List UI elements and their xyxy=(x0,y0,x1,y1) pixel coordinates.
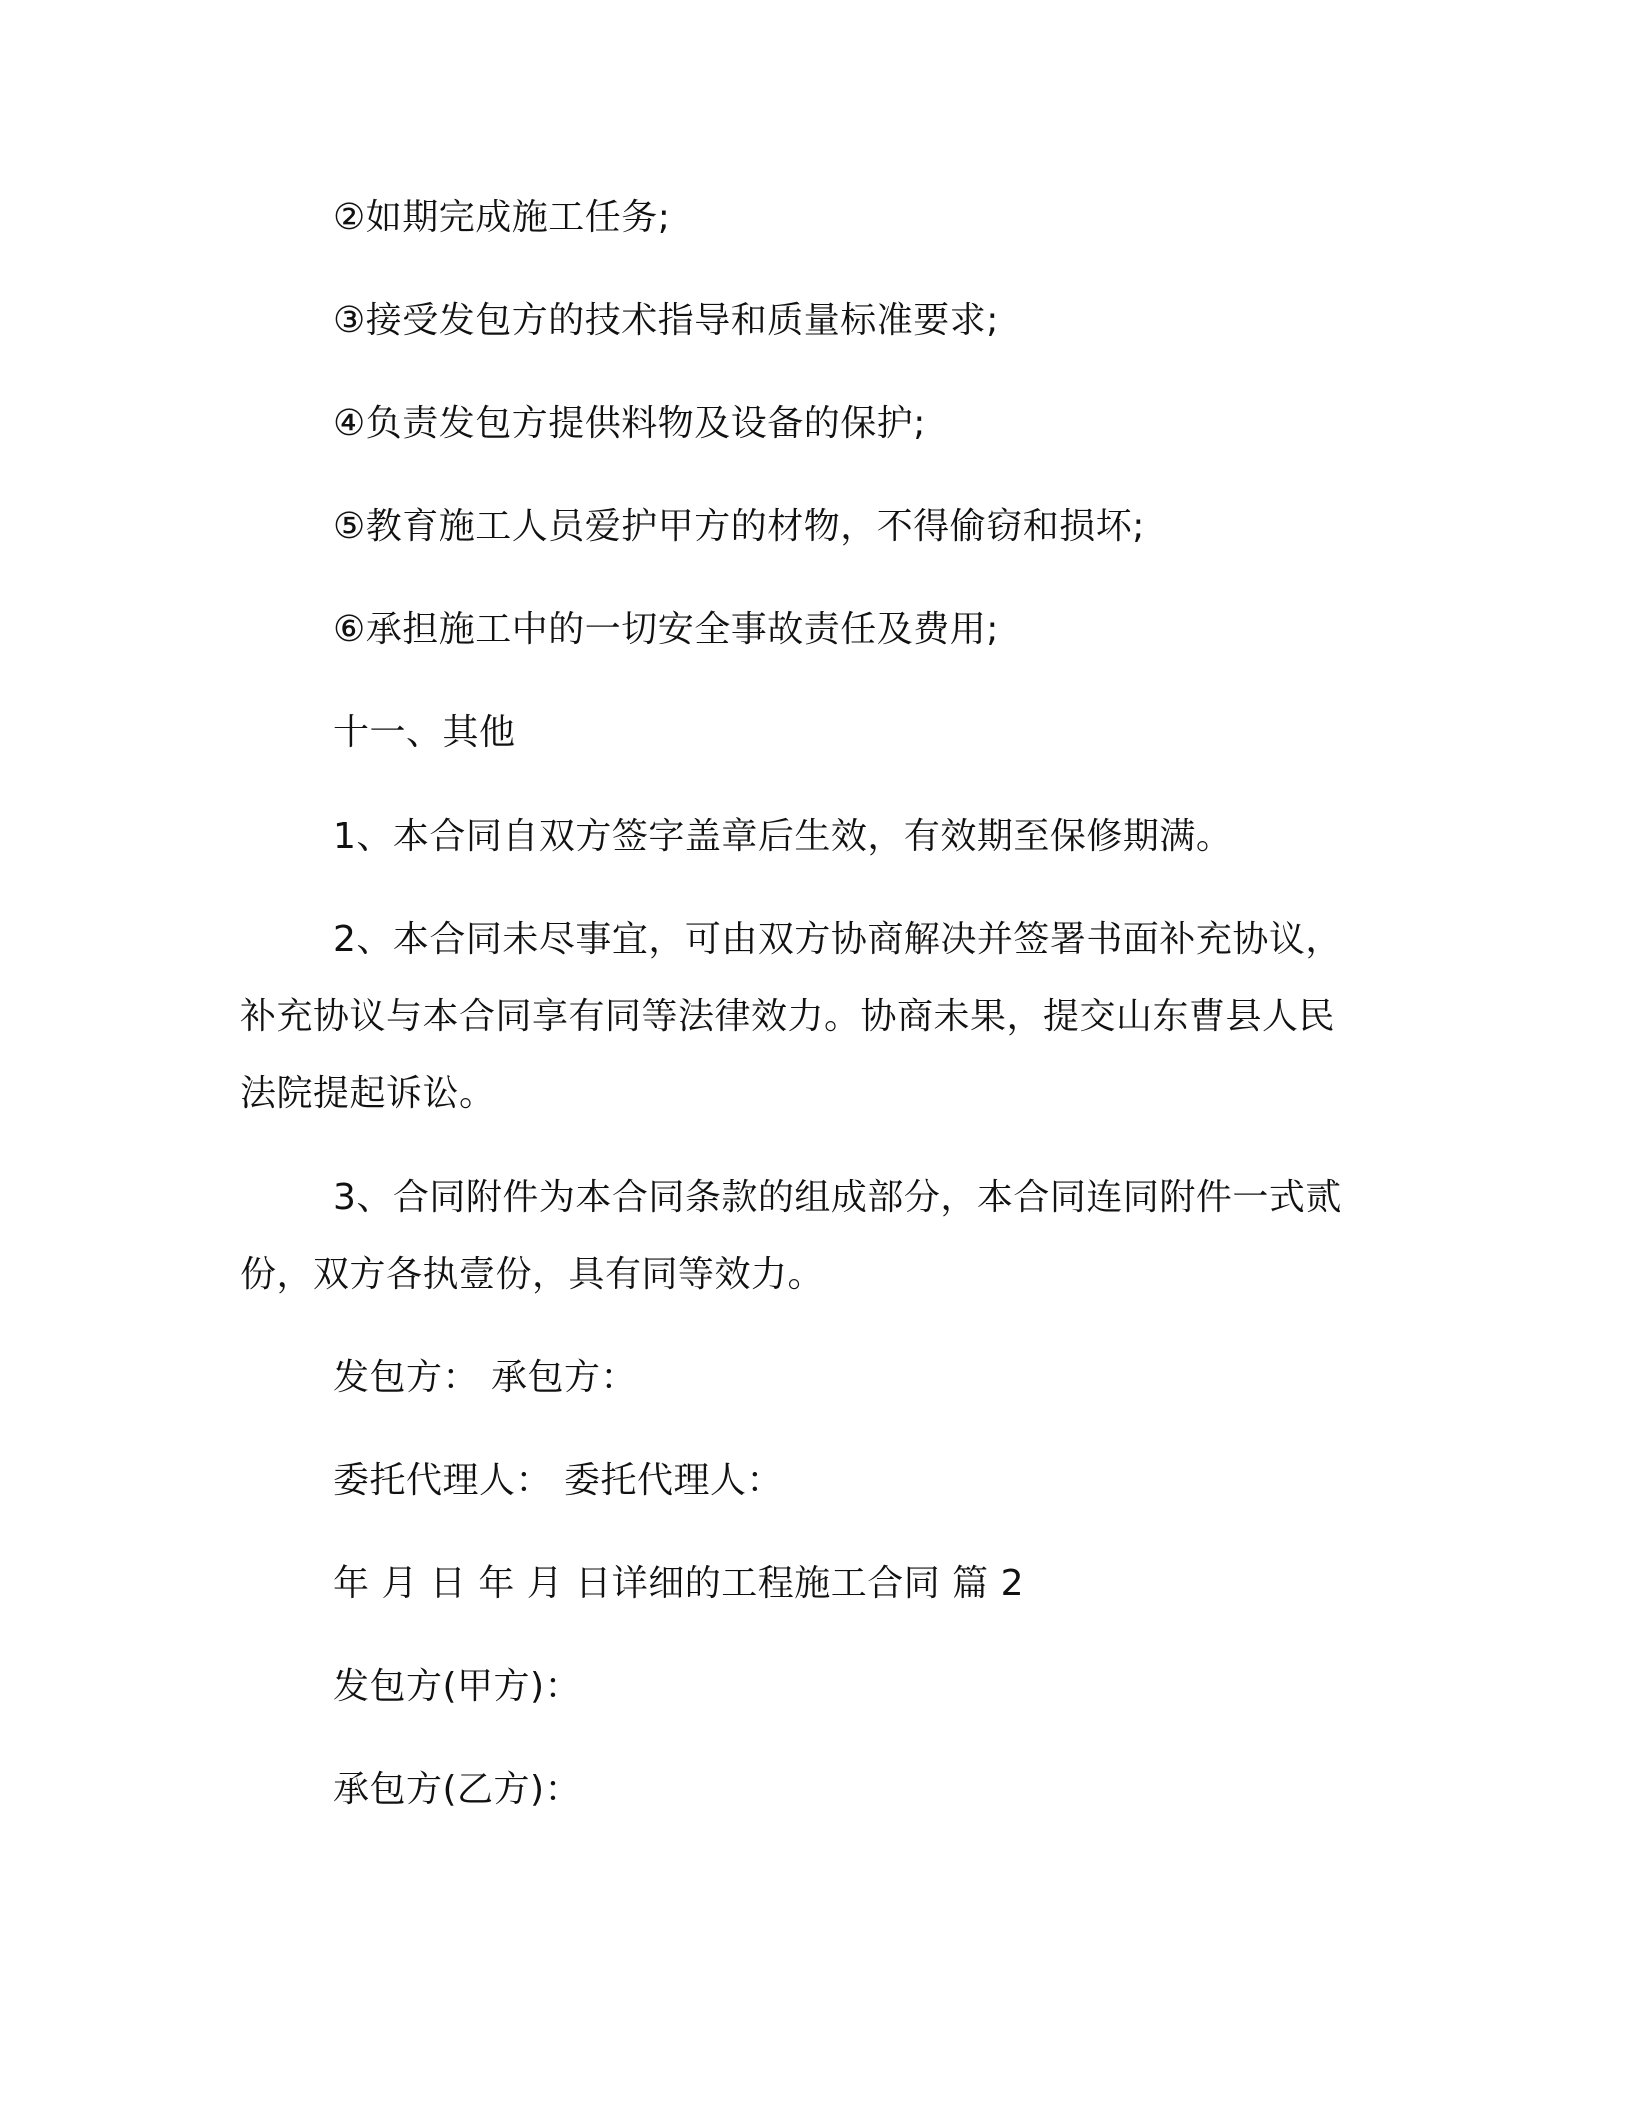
item-2: ②如期完成施工任务; xyxy=(333,197,671,238)
clause-3-line-2: 份，双方各执壹份，具有同等效力。 xyxy=(240,1254,825,1295)
party-a-label: 发包方(甲方)： xyxy=(333,1666,582,1707)
item-4: ④负责发包方提供料物及设备的保护; xyxy=(333,403,926,444)
clause-1: 1、本合同自双方签字盖章后生效，有效期至保修期满。 xyxy=(333,816,1233,857)
signature-agents: 委托代理人： 委托代理人： xyxy=(333,1460,783,1501)
date-heading: 年 月 日 年 月 日详细的工程施工合同 篇 2 xyxy=(333,1563,1025,1604)
clause-2-line-2: 补充协议与本合同享有同等法律效力。协商未果，提交山东曹县人民 xyxy=(240,996,1336,1037)
signature-parties: 发包方： 承包方： xyxy=(333,1357,637,1398)
item-6: ⑥承担施工中的一切安全事故责任及费用; xyxy=(333,609,999,650)
item-5: ⑤教育施工人员爱护甲方的材物，不得偷窃和损坏; xyxy=(333,506,1145,547)
clause-2-line-3: 法院提起诉讼。 xyxy=(240,1073,496,1114)
party-b-label: 承包方(乙方)： xyxy=(333,1769,582,1810)
clause-3-line-1: 3、合同附件为本合同条款的组成部分，本合同连同附件一式贰 xyxy=(333,1177,1342,1218)
clause-2-line-1: 2、本合同未尽事宜，可由双方协商解决并签署书面补充协议， xyxy=(333,919,1342,960)
section-title: 十一、其他 xyxy=(333,712,516,753)
item-3: ③接受发包方的技术指导和质量标准要求; xyxy=(333,300,999,341)
